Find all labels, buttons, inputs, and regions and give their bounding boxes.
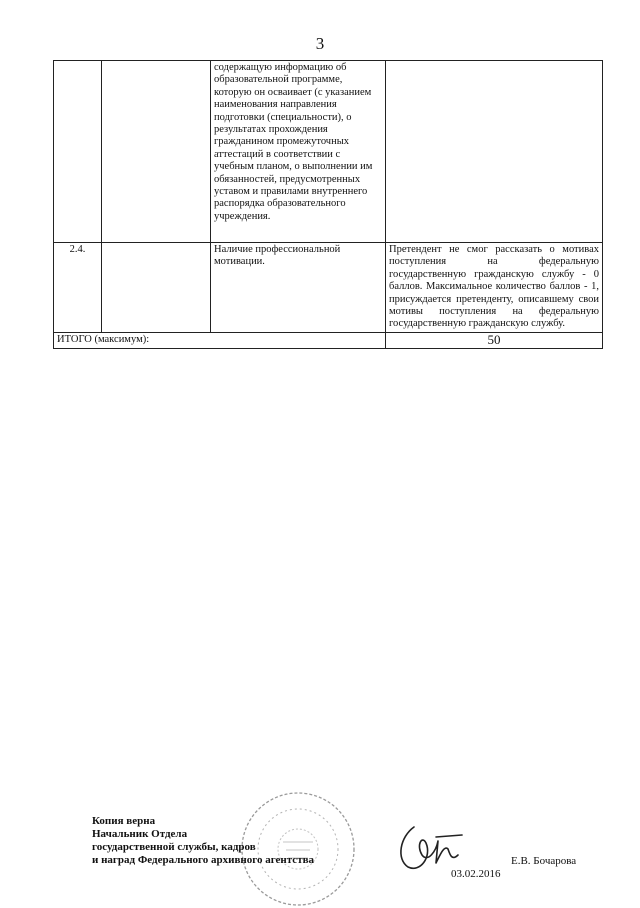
certification-line: и наград Федерального архивного агентства <box>92 854 315 866</box>
row-number-cell: 2.4. <box>54 243 102 333</box>
certification-line: государственной службы, кадров <box>92 841 256 853</box>
description-cell: Наличие профессиональной мотивации. <box>211 243 386 333</box>
certification-line: Начальник Отдела <box>92 828 188 840</box>
description-cell: содержащую информацию об образовательной программе, которую он осваивает (с указанием наименования направления подготовки (специальности), о результатах прохождения гражданином промежуточных аттестаций в соответствии с учебным планом, о выполнении им обязанностей, предусмотренных уставом и правилами внутреннего распорядка образовательного учреждения. <box>211 61 386 243</box>
total-label: ИТОГО (максимум): <box>54 333 386 349</box>
signature-date: 03.02.2016 <box>451 868 501 880</box>
table-row <box>54 243 603 333</box>
row-number-cell <box>54 61 102 243</box>
table-row <box>54 61 603 243</box>
criterion-cell <box>102 61 211 243</box>
signer-name: Е.В. Бочарова <box>511 855 577 867</box>
total-row <box>54 333 603 349</box>
criterion-cell <box>102 243 211 333</box>
total-value: 50 <box>386 333 603 349</box>
criteria-table <box>53 60 603 349</box>
evaluation-cell: Претендент не смог рассказать о мотивах поступления на федеральную государственную гражданскую службу - 0 баллов. Максимальное количество баллов - 1, присуждается претенденту, описавшему свои мотивы поступления на федеральную государственную гражданскую службу. <box>386 243 603 333</box>
page-number: 3 <box>315 34 325 53</box>
certification-block <box>92 815 314 867</box>
evaluation-cell <box>386 61 603 243</box>
certification-line: Копия верна <box>92 815 156 827</box>
